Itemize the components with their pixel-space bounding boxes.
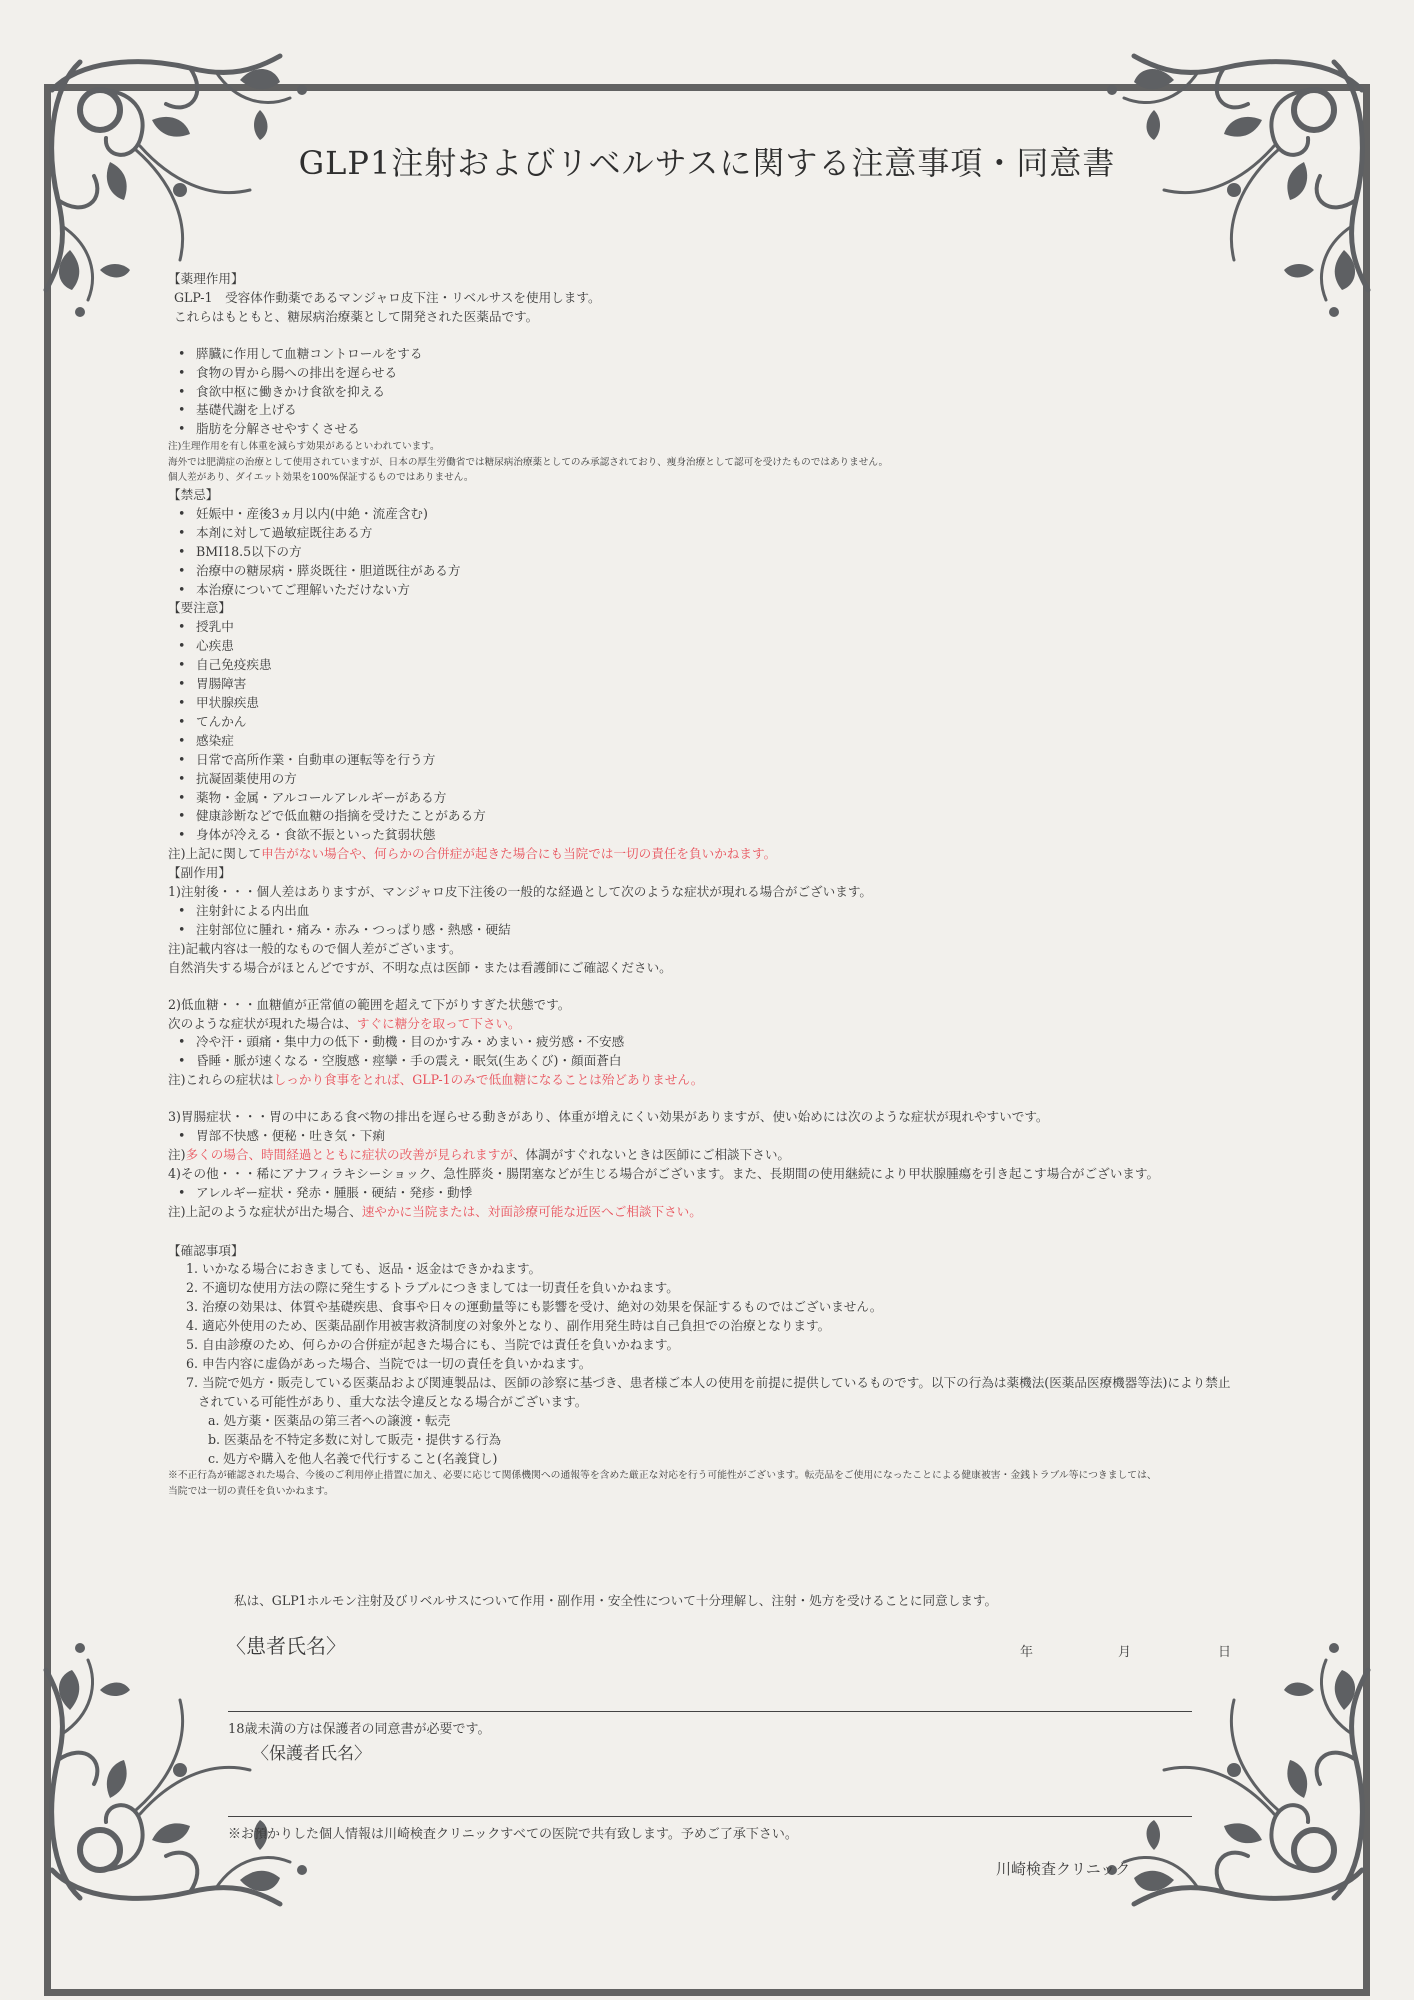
list-item: 4. 適応外使用のため、医薬品副作用被害救済制度の対象外となり、副作用発生時は自己負担での治療となります。: [186, 1318, 831, 1334]
list-item: • てんかん: [196, 713, 1288, 732]
paragraph: 3)胃腸症状・・・胃の中にある食べ物の排出を遅らせる動きがあり、体重が増えにくい効果がありますが、使い始めには次のような症状が現れやすいです。: [168, 1109, 1049, 1125]
list-item: • 薬物・金属・アルコールアレルギーがある方: [196, 789, 1288, 808]
section-heading: 【禁忌】: [168, 487, 219, 503]
paragraph: 2)低血糖・・・血糖値が正常値の範囲を超えて下がりすぎた状態です。: [168, 996, 571, 1012]
note: ※不正行為が確認された場合、今後のご利用停止措置に加え、必要に応じて関係機関への通報等を含めた厳正な対応を行う可能性がございます。転売品をご使用になったことによる健康被害・金銭トラブル等につきましては、: [168, 1470, 1157, 1482]
list-item: • 食物の胃から腸への排出を遅らせる: [196, 364, 1288, 383]
list-item: • 胃腸障害: [196, 675, 1288, 694]
list-item: • 健康診断などで低血糖の指摘を受けたことがある方: [196, 807, 1288, 826]
list-item: • 抗凝固薬使用の方: [196, 770, 1288, 789]
confirm-list: [168, 1260, 1288, 1392]
caution-list: [168, 618, 1288, 845]
section-heading: 【副作用】: [168, 865, 231, 881]
warning-text: すぐに糖分を取って下さい。: [356, 1015, 521, 1031]
minor-notice: 18歳未満の方は保護者の同意書が必要です。: [228, 1722, 491, 1737]
list-item: • 胃部不快感・便秘・吐き気・下痢: [196, 1127, 1288, 1146]
list-item: • 本剤に対して過敏症既往ある方: [196, 524, 1288, 543]
list-item: • 冷や汗・頭痛・集中力の低下・動機・目のかすみ・めまい・疲労感・不安感: [196, 1033, 1288, 1052]
paragraph: 1)注射後・・・個人差はありますが、マンジャロ皮下注後の一般的な経過として次のような症状が現れる場合がございます。: [168, 884, 873, 900]
list-item: • 注射部位に腫れ・痛み・赤み・つっぱり感・熱感・硬結: [196, 921, 1288, 940]
patient-signature-line[interactable]: [228, 1711, 1192, 1712]
note: 自然消失する場合がほとんどですが、不明な点は医師・または看護師にご確認ください。: [168, 959, 672, 975]
list-item: • 本治療についてご理解いただけない方: [196, 581, 1288, 600]
list-item: • BMI18.5以下の方: [196, 543, 1288, 562]
section-heading: 【確認事項】: [168, 1242, 244, 1258]
note: 注)記載内容は一般的なもので個人差がございます。: [168, 940, 462, 956]
list-item: • 脂肪を分解させやすくさせる: [196, 420, 1288, 439]
list-item: • 基礎代謝を上げる: [196, 401, 1288, 420]
section-heading: 【薬理作用】: [168, 271, 244, 286]
list-item: • 身体が冷える・食欲不振といった貧弱状態: [196, 826, 1288, 845]
list-item: 6. 申告内容に虚偽があった場合、当院では一切の責任を負いかねます。: [186, 1356, 592, 1371]
date-month-label: 月: [1118, 1645, 1132, 1660]
patient-name-label: 〈患者氏名〉: [226, 1634, 346, 1658]
date-day-label: 日: [1218, 1645, 1232, 1660]
list-item: • 膵臓に作用して血糖コントロールをする: [196, 345, 1288, 364]
date-year-label: 年: [1020, 1645, 1034, 1660]
warning-text: 申告がない場合や、何らかの合併症が起きた場合にも当院では一切の責任を負いかねます。: [261, 846, 777, 862]
list-item: 2. 不適切な使用方法の際に発生するトラブルにつきましては一切責任を負いかねます。: [186, 1280, 679, 1296]
list-item: 1. いかなる場合におきましても、返品・返金はできかねます。: [186, 1261, 542, 1277]
list-item: • 感染症: [196, 732, 1288, 751]
note: 注)生理作用を有し体重を減らす効果があるといわれています。: [168, 441, 440, 453]
list-item: • 食欲中枢に働きかけ食欲を抑える: [196, 383, 1288, 402]
paragraph: 4)その他・・・稀にアナフィラキシーショック、急性膵炎・腸閉塞などが生じる場合がございます。また、長期間の使用継続により甲状腺腫瘍を引き起こす場合がございます。: [168, 1165, 1160, 1181]
list-item: b. 医薬品を不特定多数に対して販売・提供する行為: [208, 1431, 502, 1447]
list-item: • 昏睡・脈が速くなる・空腹感・痙攣・手の震え・眠気(生あくび)・顔面蒼白: [196, 1052, 1288, 1071]
document-body: [168, 270, 1288, 1500]
warning-text: 速やかに当院または、対面診療可能な近医へご相談下さい。: [361, 1203, 702, 1219]
list-item: • 自己免疫疾患: [196, 656, 1288, 675]
side-list-3: [168, 1127, 1288, 1146]
note: 注)これらの症状はしっかり食事をとれば、GLP-1のみで低血糖になることは殆どありません。: [168, 1072, 704, 1088]
note: 海外では肥満症の治療として使用されていますが、日本の厚生労働省では糖尿病治療薬としてのみ承認されており、痩身治療として認可を受けたものではありません。: [168, 456, 889, 468]
document-title: GLP1注射およびリベルサスに関する注意事項・同意書: [298, 144, 1116, 182]
list-item: • 妊娠中・産後3ヵ月以内(中絶・流産含む): [196, 505, 1288, 524]
list-item: • アレルギー症状・発赤・腫脹・硬結・発疹・動悸: [196, 1184, 1288, 1203]
list-item: 3. 治療の効果は、体質や基礎疾患、食事や日々の運動量等にも影響を受け、絶対の効果を保証するものではございません。: [186, 1299, 883, 1315]
paragraph: GLP-1 受容体作動薬であるマンジャロ皮下注・リベルサスを使用します。: [174, 289, 601, 305]
list-item: • 甲状腺疾患: [196, 694, 1288, 713]
warning-text: 多くの場合、時間経過とともに症状の改善が見られますが: [185, 1146, 513, 1162]
list-item: • 日常で高所作業・自動車の運転等を行う方: [196, 751, 1288, 770]
agreement-statement: 私は、GLP1ホルモン注射及びリベルサスについて作用・副作用・安全性について十分理解し、注射・処方を受けることに同意します。: [234, 1593, 998, 1608]
note: 個人差があり、ダイエット効果を100%保証するものではありません。: [168, 472, 474, 484]
list-item: c. 処方や購入を他人名義で代行すること(名義貸し): [208, 1450, 498, 1466]
paragraph: これらはもともと、糖尿病治療薬として開発された医薬品です。: [174, 308, 539, 324]
side-list-4: [168, 1184, 1288, 1203]
section-heading: 【要注意】: [168, 600, 231, 616]
action-list: [168, 345, 1288, 440]
note: 当院では一切の責任を負いかねます。: [168, 1486, 334, 1498]
list-item: a. 処方薬・医薬品の第三者への譲渡・転売: [208, 1412, 451, 1428]
clinic-name: 川崎検査クリニック: [996, 1860, 1131, 1878]
note: 注)多くの場合、時間経過とともに症状の改善が見られますが、体調がすぐれないときは医師にご相談下さい。: [168, 1146, 791, 1162]
side-list-1: [168, 902, 1288, 940]
note: 注)上記に関して申告がない場合や、何らかの合併症が起きた場合にも当院では一切の責任を負いかねます。: [168, 846, 777, 862]
list-item: 5. 自由診療のため、何らかの合併症が起きた場合にも、当院では責任を負いかねます。: [186, 1337, 680, 1353]
list-item: • 心疾患: [196, 637, 1288, 656]
warning-text: しっかり食事をとれば、GLP-1のみで低血糖になることは殆どありません。: [273, 1072, 704, 1088]
side-list-2: [168, 1033, 1288, 1071]
list-item: 7. 当院で処方・販売している医薬品および関連製品は、医師の診察に基づき、患者様ご本人の使用を前提に提供しているものです。以下の行為は薬機法(医薬品医療機器等法)により禁止: [186, 1374, 1231, 1390]
privacy-notice: ※お預かりした個人情報は川崎検査クリニックすべての医院で共有致します。予めご了承下さい。: [228, 1827, 798, 1842]
list-item: • 注射針による内出血: [196, 902, 1288, 921]
list-item: • 授乳中: [196, 618, 1288, 637]
guardian-signature-line[interactable]: [228, 1816, 1192, 1817]
guardian-name-label: 〈保護者氏名〉: [252, 1744, 371, 1764]
paragraph: されている可能性があり、重大な法令違反となる場合がございます。: [198, 1393, 588, 1409]
note: 注)上記のような症状が出た場合、速やかに当院または、対面診療可能な近医へご相談下さい。: [168, 1203, 702, 1219]
list-item: • 治療中の糖尿病・膵炎既往・胆道既往がある方: [196, 562, 1288, 581]
contra-list: [168, 505, 1288, 600]
paragraph: 次のような症状が現れた場合は、すぐに糖分を取って下さい。: [168, 1015, 521, 1031]
